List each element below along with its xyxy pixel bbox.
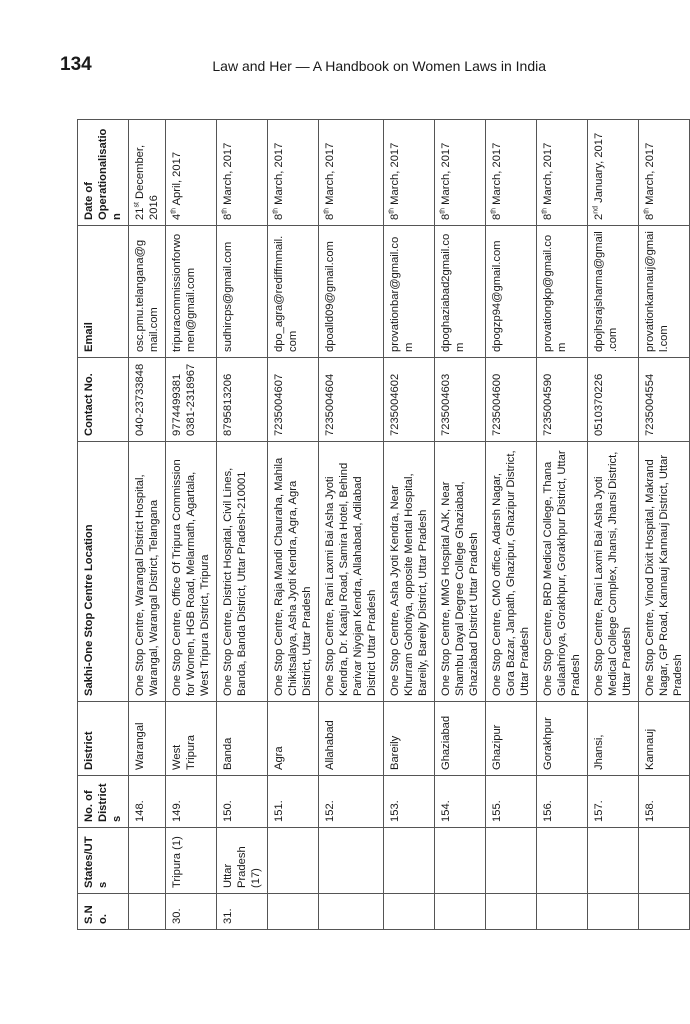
date-suffix: th xyxy=(221,207,229,214)
cell-location: One Stop Centre, Raja Mandi Chauraha, Mahila Chikitsalaya, Asha Jyoti Kendra, Agra, Agra District, Uttar Pradesh xyxy=(268,442,319,702)
date-suffix: th xyxy=(170,207,178,214)
cell-date xyxy=(588,120,639,226)
table-row xyxy=(588,120,639,930)
cell-contact: 040-23733848 xyxy=(129,358,166,442)
cell-date xyxy=(435,120,486,226)
date-rest: April, 2017 xyxy=(171,151,183,208)
cell-location: One Stop Centre, Office Of Tripura Commission for Women, HGB Road, Melarmath, Agartala, West Tripura District, Tripura xyxy=(166,442,217,702)
cell-email: dpojhsrajsharma@gmail.com xyxy=(588,226,639,358)
table-row xyxy=(319,120,384,930)
date-rest: March, 2017 xyxy=(273,142,285,208)
cell-email: provationbar@gmail.com xyxy=(384,226,435,358)
cell-email: dpo_agra@rediffmmail.com xyxy=(268,226,319,358)
cell-num: 156. xyxy=(537,776,588,828)
cell-district: Kannauj xyxy=(639,702,690,776)
cell-district: Banda xyxy=(217,702,268,776)
page-number: 134 xyxy=(60,54,92,75)
cell-email: dpogzp94@gmail.com xyxy=(486,226,537,358)
cell-state xyxy=(639,828,690,894)
cell-contact: 7235004554 xyxy=(639,358,690,442)
cell-date xyxy=(268,120,319,226)
date-day: 8 xyxy=(324,213,336,220)
cell-date xyxy=(319,120,384,226)
cell-state: Tripura (1) xyxy=(166,828,217,894)
running-title: Law and Her — A Handbook on Women Laws in India xyxy=(212,58,546,74)
cell-date xyxy=(129,120,166,226)
column-header: S.No. xyxy=(78,894,129,930)
cell-location: One Stop Centre, District Hospital, Civil Lines, Banda, Banda District, Uttar Pradesh-210001 xyxy=(217,442,268,702)
date-rest: March, 2017 xyxy=(222,142,234,208)
date-rest: March, 2017 xyxy=(644,142,656,208)
cell-sno xyxy=(435,894,486,930)
cell-num: 148. xyxy=(129,776,166,828)
cell-location: One Stop Centre, Vinod Dixit Hospital, Makrand Nagar, GP Road, Kannauj Kannauj District, Uttar Pradesh xyxy=(639,442,690,702)
date-rest: March, 2017 xyxy=(389,142,401,208)
cell-num: 152. xyxy=(319,776,384,828)
cell-sno xyxy=(129,894,166,930)
table-row xyxy=(166,120,217,930)
cell-num: 157. xyxy=(588,776,639,828)
cell-num: 155. xyxy=(486,776,537,828)
table-body xyxy=(129,120,690,930)
table-row xyxy=(268,120,319,930)
cell-state xyxy=(435,828,486,894)
date-day: 2 xyxy=(593,213,605,220)
cell-num: 158. xyxy=(639,776,690,828)
cell-email: osc.pmu.telangana@gmail.com xyxy=(129,226,166,358)
cell-date xyxy=(384,120,435,226)
table-row xyxy=(486,120,537,930)
cell-district: Ghazipur xyxy=(486,702,537,776)
date-day: 8 xyxy=(440,213,452,220)
date-day: 4 xyxy=(171,213,183,220)
cell-state xyxy=(319,828,384,894)
column-header: Email xyxy=(78,226,129,358)
cell-state xyxy=(486,828,537,894)
cell-sno xyxy=(639,894,690,930)
cell-date xyxy=(166,120,217,226)
date-suffix: th xyxy=(388,207,396,214)
cell-num: 153. xyxy=(384,776,435,828)
cell-contact: 7235004602 xyxy=(384,358,435,442)
table-header-row xyxy=(78,120,129,930)
date-rest: March, 2017 xyxy=(542,142,554,208)
date-day: 8 xyxy=(273,213,285,220)
cell-district: Allahabad xyxy=(319,702,384,776)
cell-email: sudhircps@gmail.com xyxy=(217,226,268,358)
cell-sno xyxy=(384,894,435,930)
table-row xyxy=(384,120,435,930)
cell-date xyxy=(486,120,537,226)
column-header: Contact No. xyxy=(78,358,129,442)
date-suffix: th xyxy=(439,207,447,214)
column-header: Sakhi-One Stop Centre Location xyxy=(78,442,129,702)
cell-state: Uttar Pradesh (17) xyxy=(217,828,268,894)
one-stop-centre-table xyxy=(77,119,690,930)
cell-location: One Stop Centre, Asha Jyoti Kendra, Near Khurram Gohotiya, opposite Mental Hospital, Bareily, Bareily District, Uttar Pradesh xyxy=(384,442,435,702)
date-rest: March, 2017 xyxy=(440,142,452,208)
cell-email: provationkannauj@gmail.com xyxy=(639,226,690,358)
cell-num: 151. xyxy=(268,776,319,828)
cell-location: One Stop Centre, CMO office, Adarsh Nagar, Gora Bazar, Janpath, Ghazipur, Ghazipur District, Uttar Pradesh xyxy=(486,442,537,702)
date-day: 8 xyxy=(491,213,503,220)
table-row xyxy=(217,120,268,930)
cell-contact: 8795813206 xyxy=(217,358,268,442)
cell-contact: 7235004607 xyxy=(268,358,319,442)
date-day: 8 xyxy=(222,213,234,220)
cell-location: One Stop Centre, MMG Hospital AJK, Near Shambu Dayal Degree College Ghaziabad, Ghaziabad District Uttar Pradesh xyxy=(435,442,486,702)
rotated-table-container xyxy=(77,120,684,930)
table-row xyxy=(537,120,588,930)
date-rest: December, 2016 xyxy=(134,144,160,220)
date-suffix: th xyxy=(643,207,651,214)
cell-sno xyxy=(268,894,319,930)
cell-contact: 9774499381 0381-2318967 xyxy=(166,358,217,442)
date-suffix: th xyxy=(541,207,549,214)
cell-state xyxy=(537,828,588,894)
date-day: 8 xyxy=(542,213,554,220)
table-row xyxy=(435,120,486,930)
column-header: Date of Operationalisation xyxy=(78,120,129,226)
date-suffix: nd xyxy=(592,205,600,214)
cell-sno xyxy=(588,894,639,930)
cell-location: One Stop Centre, BRD Medical College, Thana Gulaahrioya, Gorakhpur, Gorakhpur District, Uttar Pradesh xyxy=(537,442,588,702)
cell-state xyxy=(384,828,435,894)
cell-num: 149. xyxy=(166,776,217,828)
cell-contact: 7235004590 xyxy=(537,358,588,442)
cell-contact: 7235004600 xyxy=(486,358,537,442)
cell-date xyxy=(537,120,588,226)
cell-district: Gorakhpur xyxy=(537,702,588,776)
cell-district: Warangal xyxy=(129,702,166,776)
date-suffix: th xyxy=(490,207,498,214)
column-header: District xyxy=(78,702,129,776)
cell-sno xyxy=(486,894,537,930)
date-day: 8 xyxy=(644,213,656,220)
cell-sno xyxy=(319,894,384,930)
cell-location: One Stop Centre, Warangal District Hospital, Warangal, Warangal District, Telangana xyxy=(129,442,166,702)
cell-email: dpoghaziabad2gmail.com xyxy=(435,226,486,358)
cell-email: provationgkp@gmail.com xyxy=(537,226,588,358)
cell-district: West Tripura xyxy=(166,702,217,776)
table-row xyxy=(639,120,690,930)
cell-location: One Stop Centre, Rani Laxmi Bai Asha Jyoti Medical College Complex, Jhansi, Jhansi District, Uttar Pradesh xyxy=(588,442,639,702)
cell-district: Agra xyxy=(268,702,319,776)
date-suffix: th xyxy=(272,207,280,214)
date-day: 21 xyxy=(134,207,146,220)
cell-email: dpoalld09@gmail.com xyxy=(319,226,384,358)
column-header: States/UTs xyxy=(78,828,129,894)
cell-district: Ghaziabad xyxy=(435,702,486,776)
cell-num: 154. xyxy=(435,776,486,828)
cell-state xyxy=(588,828,639,894)
cell-date xyxy=(639,120,690,226)
cell-district: Bareily xyxy=(384,702,435,776)
cell-contact: 7235004603 xyxy=(435,358,486,442)
cell-state xyxy=(129,828,166,894)
cell-district: Jhansi, xyxy=(588,702,639,776)
cell-num: 150. xyxy=(217,776,268,828)
date-rest: March, 2017 xyxy=(491,142,503,208)
cell-contact: 0510370226 xyxy=(588,358,639,442)
date-day: 8 xyxy=(389,213,401,220)
cell-state xyxy=(268,828,319,894)
cell-sno xyxy=(537,894,588,930)
cell-sno: 30. xyxy=(166,894,217,930)
date-rest: March, 2017 xyxy=(324,142,336,208)
date-suffix: st xyxy=(133,202,141,208)
date-suffix: th xyxy=(323,207,331,214)
table-row xyxy=(129,120,166,930)
cell-sno: 31. xyxy=(217,894,268,930)
column-header: No. of Districts xyxy=(78,776,129,828)
date-rest: January, 2017 xyxy=(593,132,605,206)
cell-date xyxy=(217,120,268,226)
cell-location: One Stop Centre, Rani Laxmi Bai Asha Jyoti Kendra, Dr. Kaatju Road, Samira Hotel, Behind Parivar Niyojan Kendra, Allahabad, Adilabad District Uttar Pradesh xyxy=(319,442,384,702)
cell-contact: 7235004604 xyxy=(319,358,384,442)
cell-email: tripuracommissionforwomen@gmail.com xyxy=(166,226,217,358)
